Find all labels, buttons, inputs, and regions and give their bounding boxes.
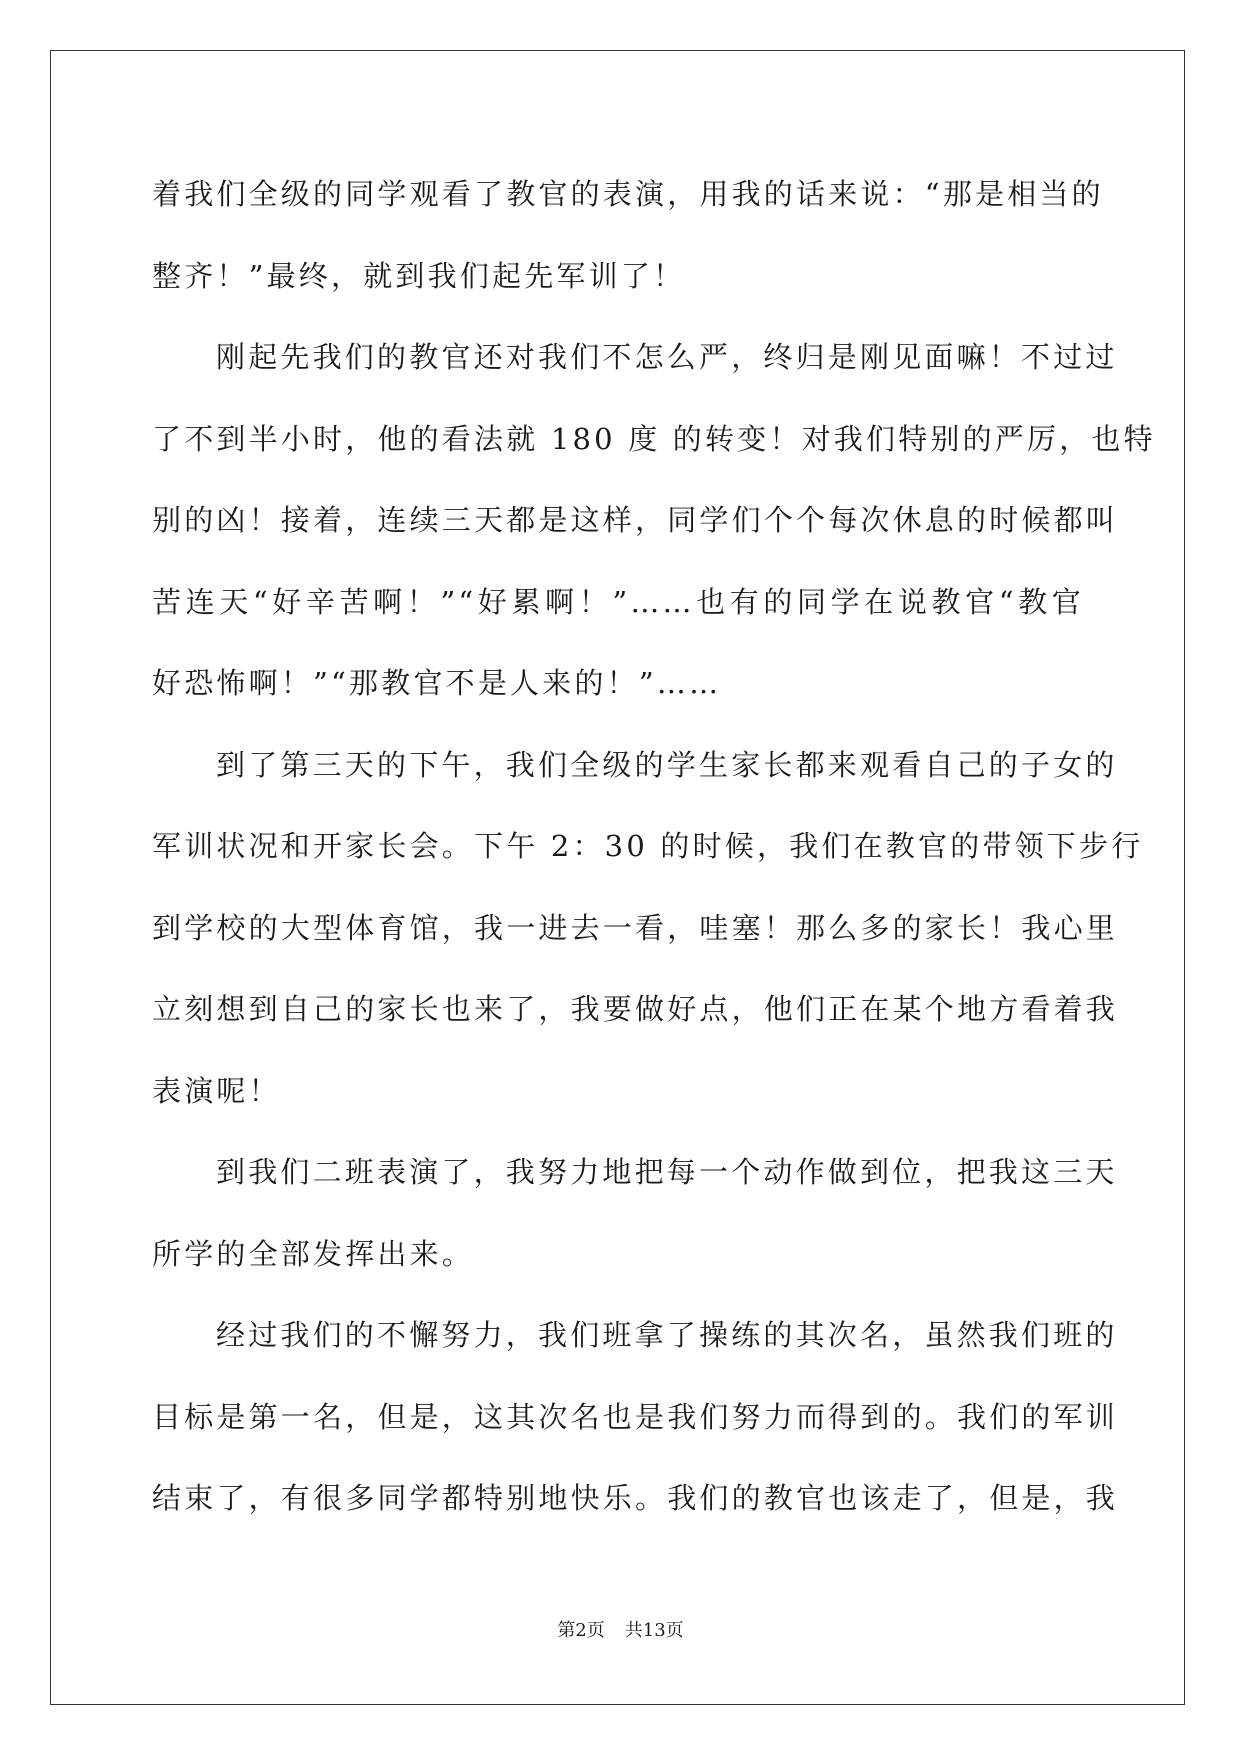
page-total: 共13页 <box>624 1620 684 1641</box>
text-line: 立刻想到自己的家长也来了，我要做好点，他们正在某个地方看着我 <box>152 992 1119 1026</box>
text-line: 到学校的大型体育馆，我一进去一看，哇塞！那么多的家长！我心里 <box>152 910 1119 945</box>
text-line: 了不到半小时，他的看法就 180 度 的转变！对我们特别的严厉，也特 <box>152 421 1156 456</box>
text-line: 军训状况和开家长会。下午 2：30 的时候，我们在教官的带领下步行 <box>152 829 1144 863</box>
text-line: 刚起先我们的教官还对我们不怎么严，终归是刚见面嘛！不过过 <box>216 340 1118 374</box>
text-line: 经过我们的不懈努力，我们班拿了操练的其次名，虽然我们班的 <box>216 1318 1118 1352</box>
text-line: 目标是第一名，但是，这其次名也是我们努力而得到的。我们的军训 <box>152 1399 1119 1434</box>
text-line: 别的凶！接着，连续三天都是这样，同学们个个每次休息的时候都叫 <box>152 503 1119 537</box>
text-line: 到我们二班表演了，我努力地把每一个动作做到位，把我这三天 <box>216 1155 1118 1189</box>
text-line: 到了第三天的下午，我们全级的学生家长都来观看自己的子女的 <box>216 747 1118 782</box>
text-line: 表演呢！ <box>152 1073 281 1108</box>
text-line: 结束了，有很多同学都特别地快乐。我们的教官也该走了，但是，我 <box>152 1481 1119 1515</box>
text-line: 所学的全部发挥出来。 <box>152 1236 475 1271</box>
text-line: 好恐怖啊！”“那教官不是人来的！”…… <box>152 666 722 700</box>
page-number: 第2页 <box>557 1620 605 1641</box>
text-line: 着我们全级的同学观看了教官的表演，用我的话来说：“那是相当的 <box>152 177 1104 211</box>
page-footer <box>0 1616 1241 1642</box>
document-body <box>152 154 1156 1540</box>
text-line: 苦连天“好辛苦啊！”“好累啊！”……也有的同学在说教官“教官 <box>152 584 1084 619</box>
text-line: 整齐！”最终，就到我们起先军训了！ <box>152 258 686 293</box>
